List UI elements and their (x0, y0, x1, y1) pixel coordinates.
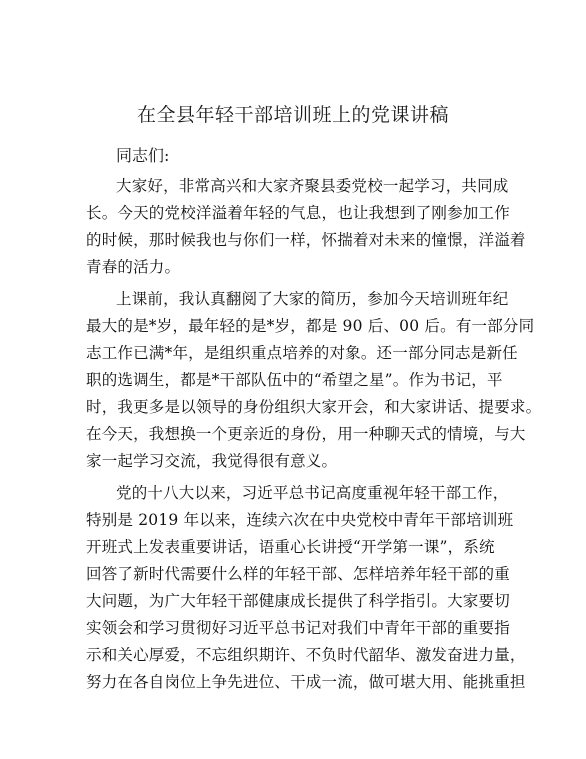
paragraph-line: 大家好，非常高兴和大家齐聚县委党校一起学习，共同成 (116, 177, 509, 195)
paragraph-line: 时，我更多是以领导的身份组织大家开会，和大家讲话、提要求。 (86, 398, 542, 416)
paragraph-line: 最大的是*岁，最年轻的是*岁，都是 90 后、00 后。有一部分同 (86, 317, 535, 335)
paragraph-line: 青春的活力。 (86, 258, 181, 276)
paragraph-line: 示和关心厚爱，不忘组织期许、不负时代韶华、激发奋进力量， (86, 646, 526, 664)
document-title: 在全县年轻干部培训班上的党课讲稿 (136, 104, 449, 126)
paragraph-line: 实领会和学习贯彻好习近平总书记对我们中青年干部的重要指 (86, 619, 510, 637)
paragraph-line: 家一起学习交流，我觉得很有意义。 (86, 452, 338, 470)
paragraph-line: 上课前，我认真翻阅了大家的简历，参加今天培训班年纪 (116, 290, 509, 308)
paragraph-line: 大问题，为广大年轻干部健康成长提供了科学指引。大家要切 (86, 592, 510, 610)
paragraph-line: 党的十八大以来，习近平总书记高度重视年轻干部工作， (116, 484, 509, 502)
paragraph-line: 回答了新时代需要什么样的年轻干部、怎样培养年轻干部的重 (86, 565, 510, 583)
paragraph-line: 的时候，那时候我也与你们一样，怀揣着对未来的憧憬，洋溢着 (86, 231, 526, 249)
paragraph-line: 长。今天的党校洋溢着年轻的气息，也让我想到了刚参加工作 (86, 204, 510, 222)
paragraph-line: 特别是 2019 年以来，连续六次在中央党校中青年干部培训班 (86, 511, 514, 529)
salutation: 同志们: (116, 146, 170, 165)
paragraph-line: 开班式上发表重要讲话，语重心长讲授“开学第一课”，系统 (86, 538, 495, 556)
paragraph-line: 职的选调生，都是*干部队伍中的“希望之星”。作为书记，平 (86, 371, 503, 389)
paragraph-line: 志工作已满*年，是组织重点培养的对象。还一部分同志是新任 (86, 344, 518, 362)
paragraph-line: 在今天，我想换一个更亲近的身份，用一种聊天式的情境，与大 (86, 425, 526, 443)
paragraph-line: 努力在各自岗位上争先进位、干成一流，做可堪大用、能挑重担 (86, 673, 526, 691)
